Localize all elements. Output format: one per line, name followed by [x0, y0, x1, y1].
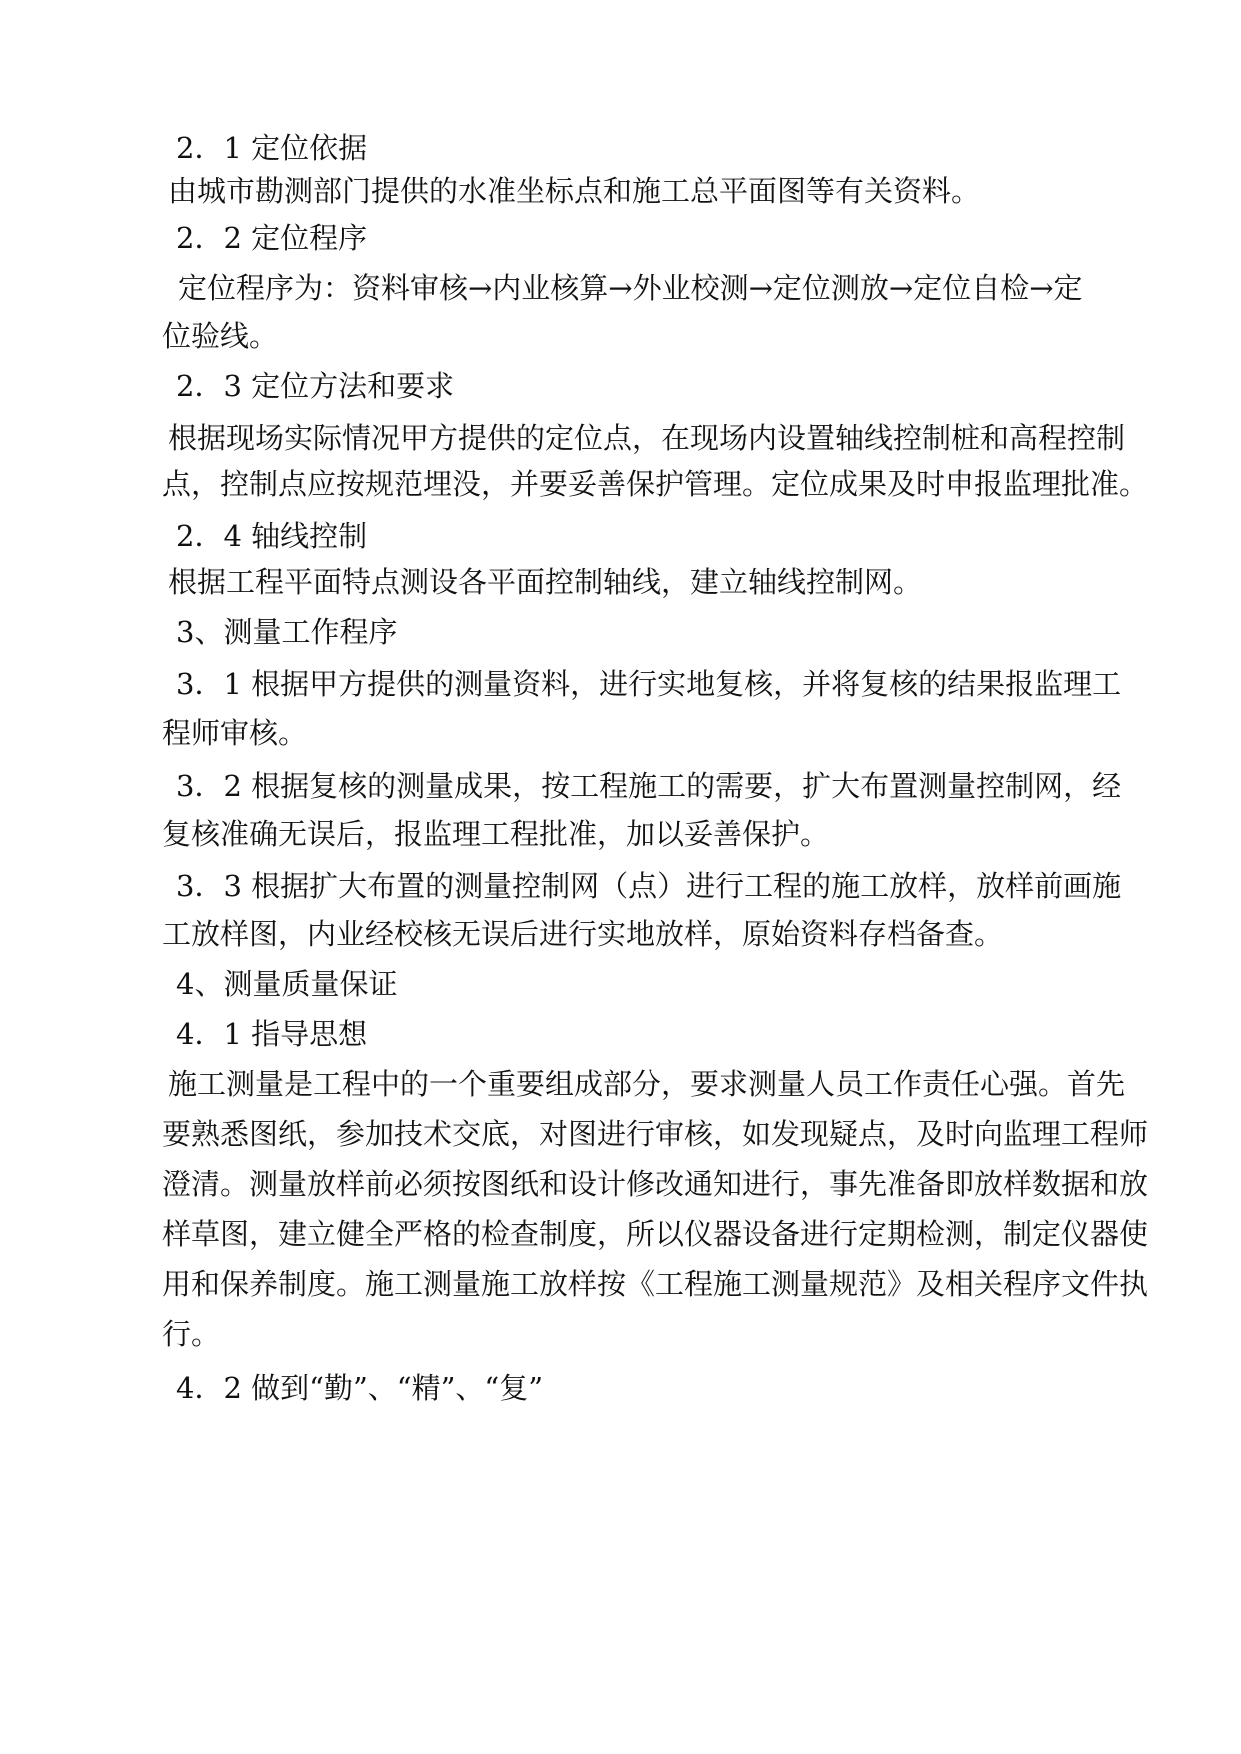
paragraph-line: 3．2 根据复核的测量成果，按工程施工的需要，扩大布置测量控制网，经 [176, 769, 1122, 803]
paragraph-line: 程师审核。 [162, 716, 308, 750]
section-heading-4-1: 4．1 指导思想 [176, 1017, 368, 1051]
paragraph-line: 复核准确无误后，报监理工程批准，加以妥善保护。 [162, 817, 830, 851]
section-heading-4-2: 4．2 做到“勤”、“精”、“复” [176, 1371, 544, 1405]
paragraph-line: 澄清。测量放样前必须按图纸和设计修改通知进行，事先准备即放样数据和放 [162, 1167, 1149, 1201]
paragraph-line: 用和保养制度。施工测量施工放样按《工程施工测量规范》及相关程序文件执 [162, 1267, 1149, 1301]
paragraph-line: 行。 [162, 1317, 221, 1351]
section-heading-3: 3、测量工作程序 [176, 615, 398, 649]
paragraph-line: 根据现场实际情况甲方提供的定位点，在现场内设置轴线控制桩和高程控制 [168, 421, 1126, 455]
paragraph-line: 定位程序为：资料审核→内业核算→外业校测→定位测放→定位自检→定 [178, 271, 1083, 305]
section-heading-2-2: 2．2 定位程序 [176, 221, 368, 255]
section-heading-2-4: 2．4 轴线控制 [176, 519, 368, 553]
paragraph-line: 样草图，建立健全严格的检查制度，所以仪器设备进行定期检测，制定仪器使 [162, 1217, 1149, 1251]
paragraph-line: 点，控制点应按规范埋没，并要妥善保护管理。定位成果及时申报监理批准。 [162, 467, 1149, 501]
paragraph-line: 要熟悉图纸，参加技术交底，对图进行审核，如发现疑点，及时向监理工程师 [162, 1117, 1149, 1151]
paragraph-line: 位验线。 [162, 319, 279, 353]
section-heading-4: 4、测量质量保证 [176, 967, 398, 1001]
paragraph-line: 施工测量是工程中的一个重要组成部分，要求测量人员工作责任心强。首先 [168, 1067, 1126, 1101]
paragraph-line: 由城市勘测部门提供的水准坐标点和施工总平面图等有关资料。 [168, 174, 981, 208]
paragraph-line: 3．3 根据扩大布置的测量控制网（点）进行工程的施工放样，放样前画施 [176, 869, 1122, 903]
paragraph-line: 3．1 根据甲方提供的测量资料，进行实地复核，并将复核的结果报监理工 [176, 667, 1122, 701]
section-heading-2-1: 2．1 定位依据 [176, 131, 368, 165]
paragraph-line: 根据工程平面特点测设各平面控制轴线，建立轴线控制网。 [168, 565, 923, 599]
paragraph-line: 工放样图，内业经校核无误后进行实地放样，原始资料存档备查。 [162, 917, 1004, 951]
section-heading-2-3: 2．3 定位方法和要求 [176, 369, 455, 403]
